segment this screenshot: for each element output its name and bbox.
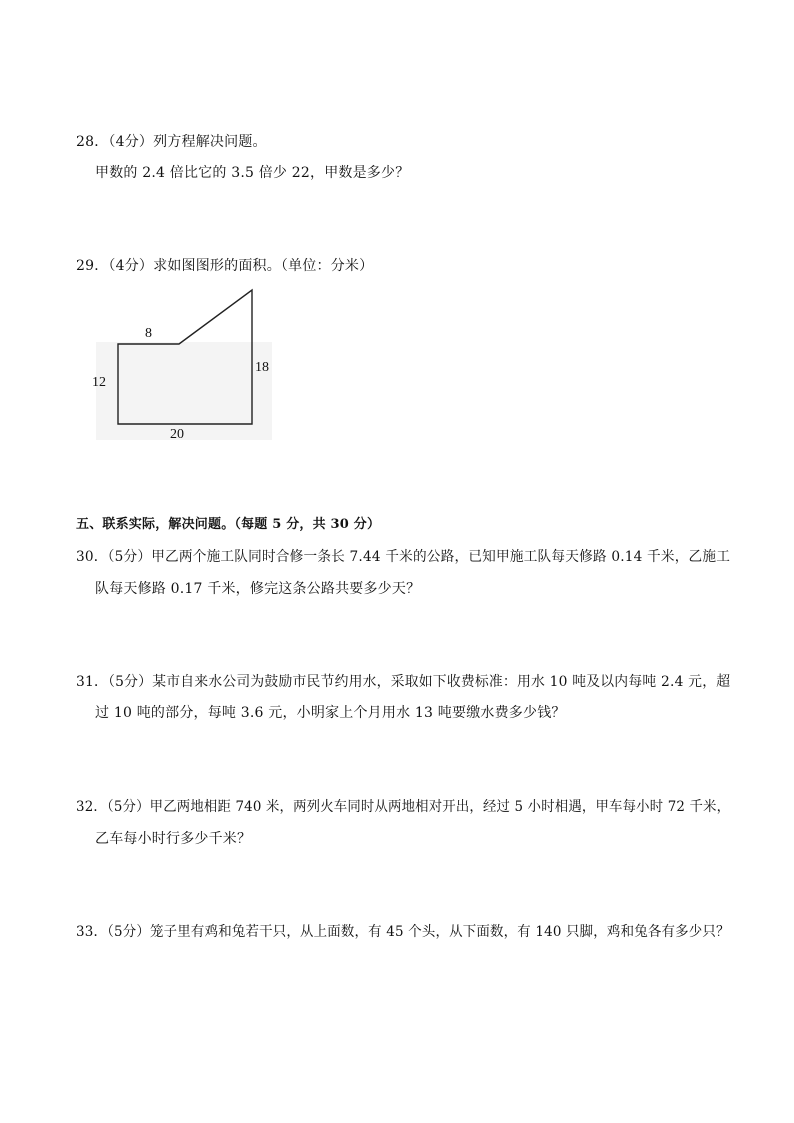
figure-background	[96, 342, 272, 440]
question-28-body: 甲数的 2.4 倍比它的 3.5 倍少 22，甲数是多少？	[95, 165, 410, 181]
question-30-line-2: 队每天修路 0.17 千米，修完这条公路共要多少天？	[95, 581, 421, 597]
figure-bottom-label: 20	[170, 427, 184, 442]
section-5-heading: 五、联系实际，解决问题。（每题 5 分，共 30 分）	[76, 517, 381, 532]
question-28-title: 28．（4分）列方程解决问题。	[76, 134, 267, 150]
figure-top-label: 8	[145, 326, 152, 341]
question-29-title: 29．（4分）求如图图形的面积。（单位：分米）	[76, 258, 374, 274]
question-32-line-1: 32．（5分）甲乙两地相距 740 米，两列火车同时从两地相对开出，经过 5 小时相遇，甲车每小时 72 千米，	[76, 799, 731, 815]
area-figure-diagram	[88, 282, 278, 442]
question-31-line-1: 31．（5分）某市自来水公司为鼓励市民节约用水，采取如下收费标准：用水 10 吨及以内每吨 2.4 元，超	[76, 674, 731, 690]
figure-right-label: 18	[255, 360, 269, 375]
question-33-line-1: 33．（5分）笼子里有鸡和兔若干只，从上面数，有 45 个头，从下面数，有 140 只脚，鸡和兔各有多少只？	[76, 924, 730, 940]
question-32-line-2: 乙车每小时行多少千米？	[95, 831, 252, 847]
area-figure	[88, 282, 278, 442]
question-30-line-1: 30．（5分）甲乙两个施工队同时合修一条长 7.44 千米的公路，已知甲施工队每天修路 0.14 千米，乙施工	[76, 549, 731, 565]
question-31-line-2: 过 10 吨的部分，每吨 3.6 元，小明家上个月用水 13 吨要缴水费多少钱？	[95, 705, 566, 721]
figure-left-label: 12	[92, 375, 106, 390]
